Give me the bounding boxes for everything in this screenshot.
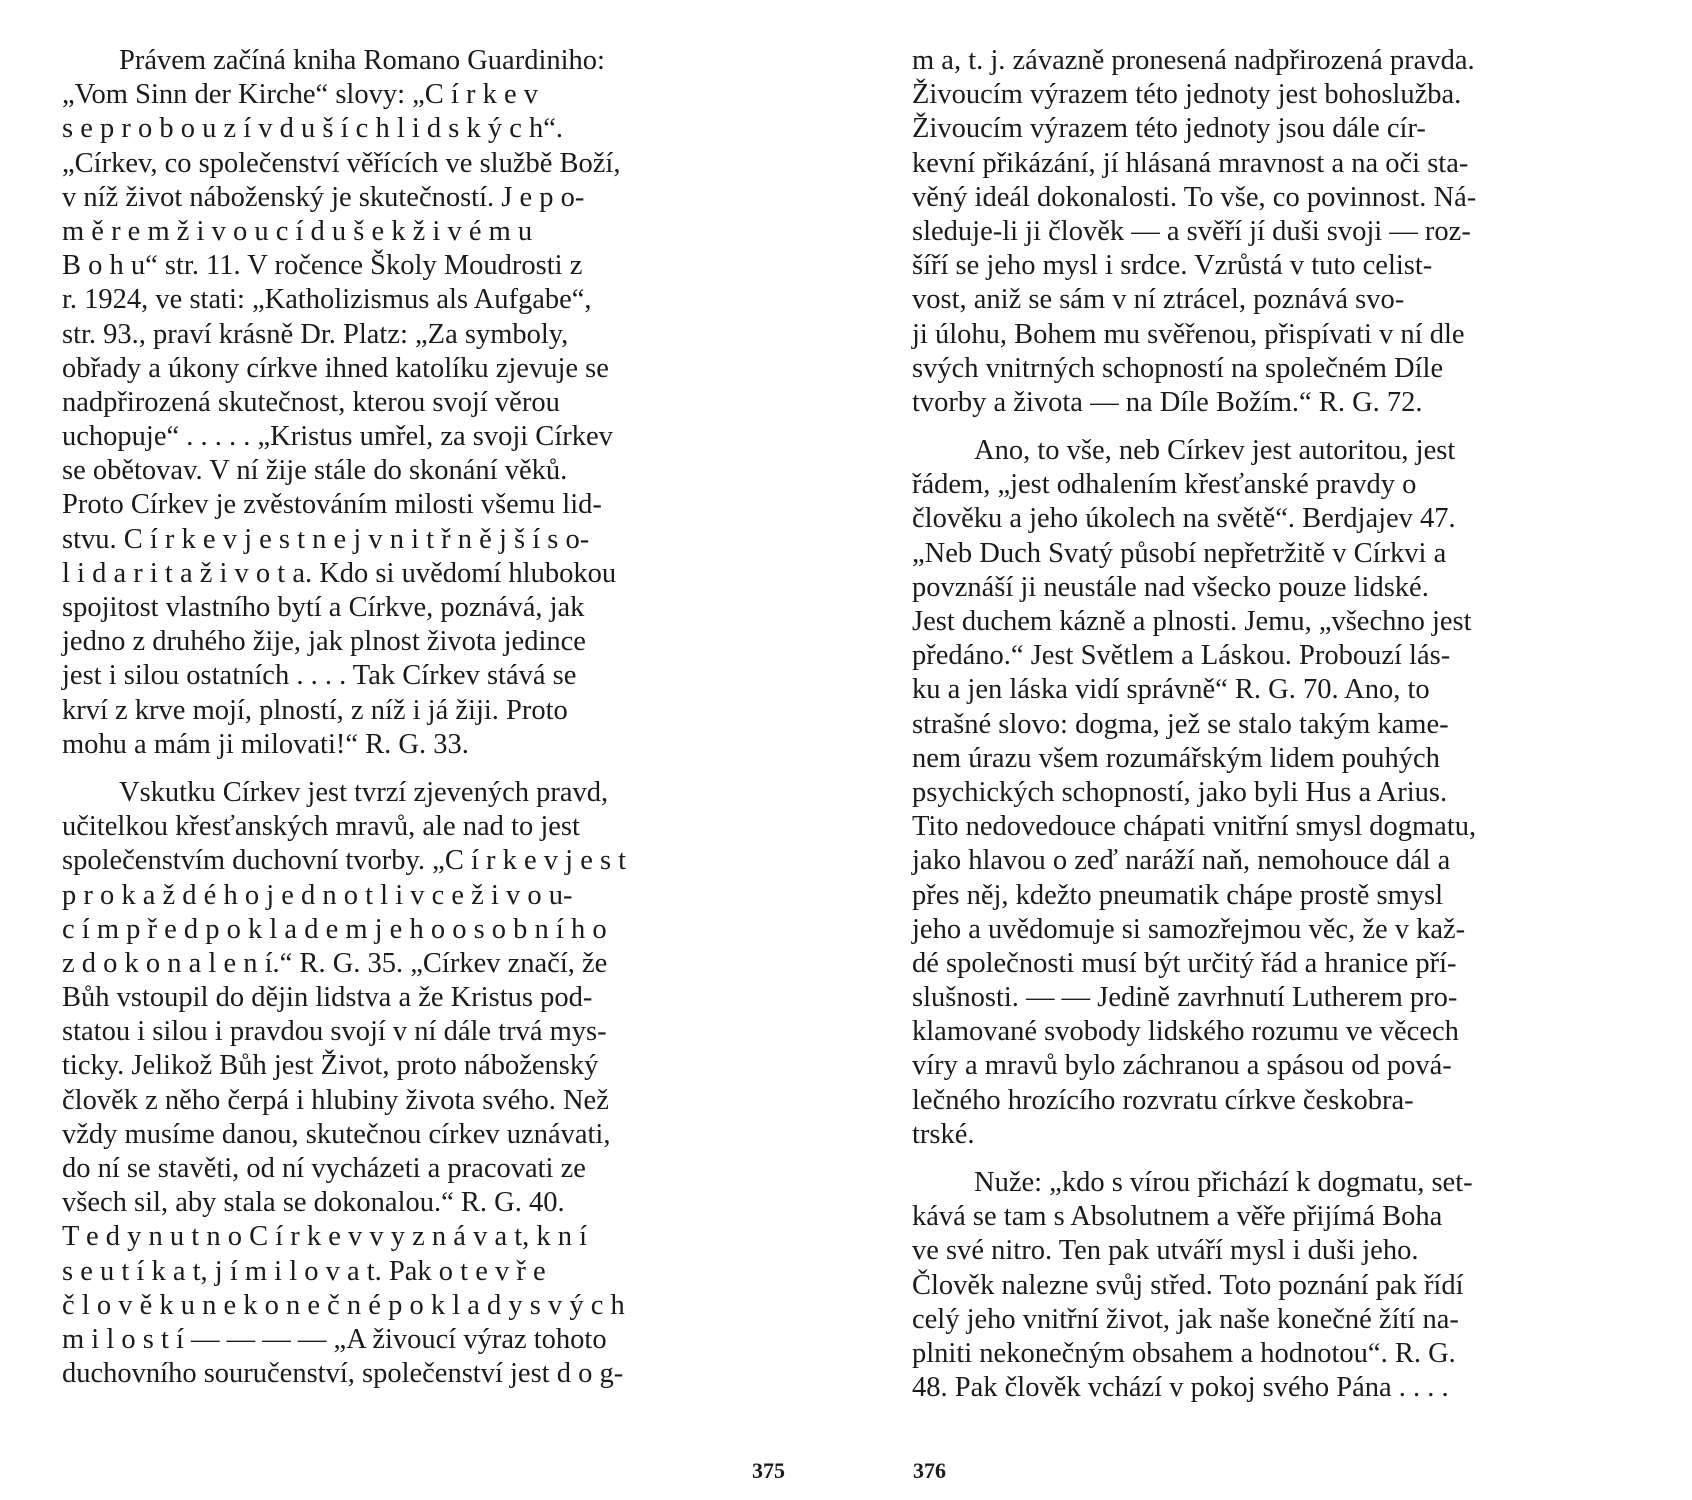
text-line: sleduje-li ji člověk — a svěří jí duši svoji — roz-: [912, 215, 1471, 247]
text-line: strašné slovo: dogma, jež se stalo takým kame-: [912, 708, 1449, 740]
text-line: klamované svobody lidského rozumu ve věcech: [912, 1016, 1459, 1048]
text-line: ku a jen láska vidí správně“ R. G. 70. Ano, to: [912, 674, 1430, 706]
text-line: tvorby a života — na Díle Božím.“ R. G. 72.: [912, 386, 1423, 418]
text-line: „Církev, co společenství věřících ve službě Boží,: [62, 147, 621, 179]
text-line: plniti nekonečným obsahem a hodnotou“. R. G.: [912, 1337, 1456, 1369]
text-line: c í m p ř e d p o k l a d e m j e h o o s o b n í h o: [62, 913, 607, 945]
text-line: člověk z něho čerpá i hlubiny života svého. Než: [62, 1084, 609, 1116]
text-line: Tito nedovedouce chápati vnitřní smysl dogmatu,: [912, 811, 1477, 843]
text-line: jeho a uvědomuje si samozřejmou věc, že v kaž-: [912, 913, 1466, 945]
text-line: jedno z druhého žije, jak plnost života jedince: [62, 626, 586, 658]
text-line: s e p r o b o u z í v d u š í c h l i d s k ý c h“.: [62, 113, 564, 145]
text-line: m ě r e m ž i v o u c í d u š e k ž i v é m u: [62, 215, 533, 247]
text-line: do ní se stavěti, od ní vycházeti a pracovati ze: [62, 1153, 586, 1184]
text-line: str. 93., praví krásně Dr. Platz: „Za symboly,: [62, 318, 569, 350]
text-line: statou i silou i pravdou svojí v ní dále trvá mys-: [62, 1016, 607, 1048]
text-line: krví z krve mojí, plností, z níž i já žiji. Proto: [62, 694, 568, 726]
text-line: l i d a r i t a ž i v o t a. Kdo si uvědomí hlubokou: [62, 557, 617, 589]
text-line: Nuže: „kdo s vírou přichází k dogmatu, set-: [974, 1167, 1473, 1198]
text-line: věný ideál dokonalosti. To vše, co povinnost. Ná-: [912, 181, 1477, 213]
text-line: přes něj, kdežto pneumatik chápe prostě smysl: [912, 879, 1444, 911]
text-line: jest i silou ostatních . . . . Tak Církev stává se: [62, 660, 577, 692]
text-line: m i l o s t í — — — — „A živoucí výraz tohoto: [62, 1323, 607, 1355]
text-line: v níž život náboženský je skutečností. J e p o-: [62, 181, 585, 213]
text-line: psychických schopností, jako byli Hus a Arius.: [912, 776, 1448, 808]
text-line: uchopuje“ . . . . . „Kristus umřel, za svoji Církev: [62, 421, 613, 453]
text-line: Jest duchem kázně a plnosti. Jemu, „všechno jest: [912, 606, 1472, 637]
text-line: jako hlavou o zeď naráží naň, nemohouce dál a: [912, 845, 1451, 877]
text-line: duchovního souručenství, společenství jest d o g-: [62, 1358, 624, 1390]
text-line: učitelkou křesťanských mravů, ale nad to jest: [62, 811, 580, 843]
text-line: nem úrazu všem rozumářským lidem pouhých: [912, 742, 1440, 774]
text-line: nadpřirozená skutečnost, kterou svojí věrou: [62, 386, 560, 418]
text-line: „Vom Sinn der Kirche“ slovy: „C í r k e v: [62, 79, 538, 111]
text-line: Právem začíná kniha Romano Guardiniho:: [119, 45, 605, 76]
text-line: p r o k a ž d é h o j e d n o t l i v c e ž i v o u-: [62, 879, 573, 911]
text-line: vost, aniž se sám v ní ztrácel, poznává svo-: [912, 284, 1405, 316]
text-line: Živoucím výrazem této jednoty jsou dále cír-: [912, 113, 1426, 145]
text-line: společenstvím duchovní tvorby. „C í r k e v j e s t: [62, 845, 627, 877]
text-line: č l o v ě k u n e k o n e č n é p o k l a d y s v ý c h: [62, 1289, 625, 1321]
text-line: předáno.“ Jest Světlem a Láskou. Probouzí lás-: [912, 640, 1451, 672]
text-line: kevní přikázání, jí hlásaná mravnost a na oči sta-: [912, 147, 1469, 179]
text-line: z d o k o n a l e n í.“ R. G. 35. „Církev značí, že: [62, 947, 608, 979]
page-number-right: 376: [913, 1458, 946, 1483]
text-line: člověku a jeho úkolech na světě“. Berdjajev 47.: [912, 503, 1456, 535]
text-line: 48. Pak člověk vchází v pokoj svého Pána . . . .: [912, 1372, 1449, 1404]
text-line: s e u t í k a t, j í m i l o v a t. Pak o t e v ř e: [62, 1255, 546, 1287]
text-line: ticky. Jelikož Bůh jest Život, proto náboženský: [62, 1050, 599, 1082]
text-line: kává se tam s Absolutnem a věře přijímá Boha: [912, 1201, 1443, 1233]
text-line: víry a mravů bylo záchranou a spásou od pová-: [912, 1050, 1452, 1082]
text-line: ve své nitro. Ten pak utváří mysl i duši jeho.: [912, 1235, 1419, 1267]
text-line: Člověk nalezne svůj střed. Toto poznání pak řídí: [912, 1269, 1464, 1301]
text-line: lečného hrozícího rozvratu církve českobra-: [912, 1084, 1414, 1116]
text-line: všech sil, aby stala se dokonalou.“ R. G. 40.: [62, 1187, 565, 1219]
text-line: m a, t. j. závazně pronesená nadpřirozená pravda.: [912, 45, 1475, 76]
text-line: T e d y n u t n o C í r k e v v y z n á v a t, k n í: [62, 1221, 588, 1253]
text-line: šíří se jeho mysl i srdce. Vzrůstá v tuto celist-: [912, 250, 1433, 282]
text-line: řádem, „jest odhalením křesťanské pravdy o: [912, 469, 1417, 501]
text-line: B o h u“ str. 11. V ročence Školy Moudrosti z: [62, 250, 583, 282]
text-line: stvu. C í r k e v j e s t n e j v n i t ř n ě j š í s o-: [62, 523, 590, 555]
text-line: obřady a úkony církve ihned katolíku zjevuje se: [62, 352, 609, 384]
text-line: Živoucím výrazem této jednoty jest bohoslužba.: [912, 79, 1462, 111]
text-line: dé společnosti musí být určitý řád a hranice pří-: [912, 947, 1457, 979]
text-line: trské.: [912, 1118, 975, 1150]
text-line: Bůh vstoupil do dějin lidstva a že Kristus pod-: [62, 982, 593, 1014]
text-line: „Neb Duch Svatý působí nepřetržitě v Církvi a: [912, 537, 1447, 569]
text-line: Proto Církev je zvěstováním milosti všemu lid-: [62, 489, 602, 521]
text-line: mohu a mám ji milovati!“ R. G. 33.: [62, 728, 469, 760]
text-line: celý jeho vnitřní život, jak naše konečné žítí na-: [912, 1303, 1459, 1335]
text-line: Vskutku Církev jest tvrzí zjevených pravd,: [119, 776, 609, 808]
text-line: Ano, to vše, neb Církev jest autoritou, jest: [974, 435, 1456, 467]
text-line: svých vnitrných schopností na společném Díle: [912, 352, 1444, 384]
text-line: se obětovav. V ní žije stále do skonání věků.: [62, 455, 568, 487]
right-page-text: [912, 44, 1645, 1405]
text-line: r. 1924, ve stati: „Katholizismus als Aufgabe“,: [62, 284, 592, 316]
text-line: spojitost vlastního bytí a Církve, poznává, jak: [62, 592, 585, 623]
text-line: vždy musíme danou, skutečnou církev uznávati,: [62, 1118, 611, 1150]
text-line: slušnosti. — — Jedině zavrhnutí Lutherem pro-: [912, 982, 1458, 1014]
left-page-text: [62, 44, 798, 1391]
page-number-left: 375: [752, 1458, 785, 1483]
text-line: povznáší ji neustále nad všecko pouze lidské.: [912, 571, 1429, 603]
text-line: ji úlohu, Bohem mu svěřenou, přispívati v ní dle: [912, 318, 1465, 350]
